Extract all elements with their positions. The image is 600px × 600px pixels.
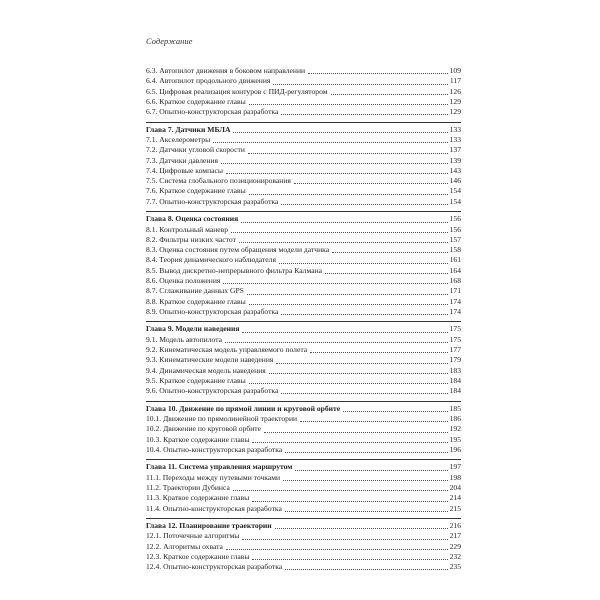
- chapter-divider: [146, 321, 461, 322]
- toc-entry-title: 6.7. Опытно-конструкторская разработка: [146, 107, 279, 117]
- toc-page-number: 196: [449, 444, 461, 454]
- toc-page-number: 133: [449, 124, 461, 134]
- toc-chapter-entry[interactable]: [146, 214, 461, 224]
- toc-page-number: 171: [449, 286, 461, 296]
- toc-page-number: 168: [449, 276, 461, 286]
- chapter-divider: [146, 211, 461, 212]
- toc-entry-title: Глава 7. Датчики МБЛА: [146, 124, 231, 134]
- toc-section-entry[interactable]: [146, 504, 461, 514]
- toc-entry-title: 9.3. Кинематические модели наведения: [146, 355, 274, 365]
- toc-section-entry[interactable]: [146, 66, 461, 76]
- toc-entry-title: Глава 10. Движение по прямой линии и круговой орбите: [146, 403, 341, 413]
- toc-section-entry[interactable]: [146, 335, 461, 345]
- toc-section-entry[interactable]: [146, 97, 461, 107]
- toc-page-number: 185: [449, 403, 461, 413]
- dot-leader: [226, 548, 448, 550]
- toc-section-entry[interactable]: [146, 76, 461, 86]
- toc-section-entry[interactable]: [146, 107, 461, 117]
- toc-chapter-entry[interactable]: [146, 462, 461, 472]
- dot-leader: [285, 568, 447, 570]
- toc-page-number: 109: [449, 66, 461, 75]
- toc-section-entry[interactable]: [146, 435, 461, 445]
- toc-section-entry[interactable]: [146, 235, 461, 245]
- toc-entry-title: 7.4. Цифровые компасы: [146, 165, 223, 175]
- toc-section-entry[interactable]: [146, 255, 461, 265]
- toc-page-number: 126: [449, 86, 461, 96]
- toc-page-number: 232: [449, 551, 461, 561]
- toc-entry-title: 9.1. Модель автопилота: [146, 334, 222, 344]
- toc-page-number: 195: [449, 434, 461, 444]
- toc-entry-title: Глава 12. Планирование траектории: [146, 521, 272, 530]
- toc-section-entry[interactable]: [146, 355, 461, 365]
- toc-page-number: 143: [449, 165, 461, 175]
- toc-section-entry[interactable]: [146, 531, 461, 541]
- toc-entry-title: 7.5. Система глобального позиционирования: [146, 176, 291, 186]
- toc-section-entry[interactable]: [146, 225, 461, 235]
- dot-leader: [249, 382, 448, 384]
- toc-section-entry[interactable]: [146, 366, 461, 376]
- toc-section-entry[interactable]: [146, 552, 461, 562]
- toc-page-number: 154: [449, 186, 461, 196]
- toc-entry-title: 9.6. Опытно-конструкторская разработка: [146, 386, 279, 396]
- toc-page-number: 204: [449, 482, 461, 492]
- toc-page-number: 235: [449, 562, 461, 572]
- dot-leader: [308, 72, 448, 74]
- toc-entry-title: 10.3. Краткое содержание главы: [146, 434, 250, 444]
- toc-page-number: 183: [449, 365, 461, 375]
- toc-entry-title: 8.6. Оценка положения: [146, 276, 221, 286]
- dot-leader: [242, 538, 447, 540]
- toc-chapter-entry[interactable]: [146, 404, 461, 414]
- dot-leader: [281, 313, 447, 315]
- toc-page-number: 174: [449, 296, 461, 306]
- toc-section-entry[interactable]: [146, 176, 461, 186]
- toc-group: [146, 462, 461, 513]
- chapter-divider: [146, 518, 461, 519]
- toc-page-number: 137: [449, 145, 461, 155]
- toc-chapter-entry[interactable]: [146, 324, 461, 334]
- dot-leader: [226, 172, 448, 174]
- toc-section-entry[interactable]: [146, 166, 461, 176]
- toc-section-entry[interactable]: [146, 493, 461, 503]
- toc-section-entry[interactable]: [146, 307, 461, 317]
- dot-leader: [283, 479, 447, 481]
- toc-page-number: 177: [449, 344, 461, 354]
- toc-entry-title: 9.5. Краткое содержание главы: [146, 375, 246, 385]
- toc-section-entry[interactable]: [146, 145, 461, 155]
- toc-entry-title: 7.6. Краткое содержание главы: [146, 186, 246, 196]
- dot-leader: [281, 392, 447, 394]
- toc-entry-title: 12.4. Опытно-конструкторская разработка: [146, 562, 283, 572]
- toc-chapter-entry[interactable]: [146, 521, 461, 531]
- toc-page-number: 129: [449, 96, 461, 106]
- toc-page-number: 161: [449, 255, 461, 265]
- toc-page-number: 158: [449, 245, 461, 255]
- dot-leader: [248, 152, 448, 154]
- chapter-divider: [146, 401, 461, 402]
- running-head: Содержание: [146, 36, 193, 46]
- dot-leader: [249, 103, 448, 105]
- toc-entry-title: 6.3. Автопилот движения в боковом направлении: [146, 66, 306, 75]
- dot-leader: [285, 510, 448, 512]
- toc-page-number: 117: [449, 76, 461, 86]
- dot-leader: [279, 262, 448, 264]
- toc-page-number: 214: [449, 493, 461, 503]
- dot-leader: [241, 221, 447, 223]
- dot-leader: [294, 182, 448, 184]
- toc-entry-title: 12.2. Алгоритмы охвата: [146, 541, 223, 551]
- toc-section-entry[interactable]: [146, 424, 461, 434]
- toc-page-number: 146: [449, 176, 461, 186]
- dot-leader: [223, 282, 447, 284]
- dot-leader: [331, 93, 448, 95]
- toc-page-number: 179: [449, 355, 461, 365]
- toc-group: [146, 66, 461, 117]
- toc-section-entry[interactable]: [146, 87, 461, 97]
- toc-entry-title: 8.1. Контрольный маневр: [146, 224, 229, 234]
- toc-page-number: 186: [449, 413, 461, 423]
- dot-leader: [252, 441, 447, 443]
- toc-entry-title: 9.4. Динамическая модель наведения: [146, 365, 266, 375]
- toc-page-number: 216: [449, 521, 461, 530]
- toc-page-number: 164: [449, 265, 461, 275]
- dot-leader: [252, 500, 447, 502]
- dot-leader: [275, 527, 448, 529]
- toc-section-entry[interactable]: [146, 473, 461, 483]
- toc-section-entry[interactable]: [146, 245, 461, 255]
- toc-section-entry[interactable]: [146, 386, 461, 396]
- toc-entry-title: 7.7. Опытно-конструкторская разработка: [146, 196, 279, 206]
- toc-page-number: 129: [449, 107, 461, 117]
- toc-page-number: 184: [449, 386, 461, 396]
- toc-chapter-entry[interactable]: [146, 125, 461, 135]
- toc-section-entry[interactable]: [146, 286, 461, 296]
- toc-entry-title: 7.2. Датчики угловой скорости: [146, 145, 245, 155]
- toc-section-entry[interactable]: [146, 266, 461, 276]
- toc-group: [146, 125, 461, 207]
- toc-group: [146, 404, 461, 455]
- toc-page-number: 198: [449, 472, 461, 482]
- toc-page-number: 156: [449, 224, 461, 234]
- toc-entry-title: 6.6. Краткое содержание главы: [146, 96, 246, 106]
- toc-section-entry[interactable]: [146, 297, 461, 307]
- toc-entry-title: 10.2. Движение по круговой орбите: [146, 424, 261, 434]
- toc-entry-title: Глава 11. Система управления маршрутом: [146, 462, 293, 472]
- toc-page-number: 154: [449, 196, 461, 206]
- dot-leader: [231, 231, 448, 233]
- dot-leader: [242, 331, 447, 333]
- toc-entry-title: 9.2. Кинематическая модель управляемого полета: [146, 344, 308, 354]
- toc-entry-title: 11.4. Опытно-конструкторская разработка: [146, 503, 282, 513]
- toc-group: [146, 214, 461, 317]
- dot-leader: [300, 420, 448, 422]
- toc-entry-title: 12.1. Поточечные алгоритмы: [146, 531, 240, 541]
- dot-leader: [249, 193, 448, 195]
- toc-entry-title: 7.1. Акселерометры: [146, 134, 211, 144]
- toc-entry-title: 8.7. Сглаживание данных GPS: [146, 286, 244, 296]
- toc-group: [146, 324, 461, 396]
- toc-entry-title: 8.8. Краткое содержание главы: [146, 296, 246, 306]
- dot-leader: [221, 162, 448, 164]
- toc-section-entry[interactable]: [146, 135, 461, 145]
- toc-section-entry[interactable]: [146, 345, 461, 355]
- toc-section-entry[interactable]: [146, 156, 461, 166]
- dot-leader: [252, 558, 447, 560]
- toc-section-entry[interactable]: [146, 562, 461, 572]
- chapter-divider: [146, 122, 461, 123]
- toc-entry-title: 8.2. Фильтры низких частот: [146, 234, 236, 244]
- toc-entry-title: 8.5. Вывод дискретно-непрерывного фильтра Калмана: [146, 265, 322, 275]
- dot-leader: [269, 372, 448, 374]
- toc-entry-title: 12.3. Краткое содержание главы: [146, 551, 250, 561]
- dot-leader: [264, 431, 448, 433]
- toc-page-number: 175: [449, 334, 461, 344]
- toc-entry-title: 11.3. Краткое содержание главы: [146, 493, 250, 503]
- dot-leader: [295, 469, 447, 471]
- toc-page-number: 157: [449, 234, 461, 244]
- toc-page-number: 197: [449, 462, 461, 472]
- toc-page-number: 215: [449, 503, 461, 513]
- toc-page-number: 184: [449, 375, 461, 385]
- toc-section-entry[interactable]: [146, 445, 461, 455]
- toc-entry-title: 8.4. Теория динамического наблюдателя: [146, 255, 276, 265]
- dot-leader: [273, 83, 447, 85]
- dot-leader: [276, 362, 447, 364]
- toc-entry-title: 6.5. Цифровая реализация контуров с ПИД-регулятором: [146, 86, 328, 96]
- toc-page-number: 156: [449, 214, 461, 224]
- table-of-contents: [146, 66, 461, 577]
- toc-entry-title: 10.4. Опытно-конструкторская разработка: [146, 444, 283, 454]
- toc-section-entry[interactable]: [146, 186, 461, 196]
- toc-section-entry[interactable]: [146, 376, 461, 386]
- toc-page-number: 133: [449, 134, 461, 144]
- toc-entry-title: 8.9. Опытно-конструкторская разработка: [146, 306, 279, 316]
- dot-leader: [233, 131, 447, 133]
- dot-leader: [310, 351, 448, 353]
- dot-leader: [281, 113, 447, 115]
- dot-leader: [343, 410, 447, 412]
- toc-page-number: 174: [449, 306, 461, 316]
- dot-leader: [281, 203, 447, 205]
- toc-entry-title: Глава 8. Оценка состояния: [146, 214, 239, 224]
- toc-page-number: 139: [449, 155, 461, 165]
- toc-section-entry[interactable]: [146, 542, 461, 552]
- toc-entry-title: Глава 9. Модели наведения: [146, 324, 240, 334]
- dot-leader: [239, 241, 448, 243]
- toc-group: [146, 521, 461, 572]
- toc-section-entry[interactable]: [146, 414, 461, 424]
- toc-entry-title: 8.3. Оценка состояния путем обращения модели датчика: [146, 245, 330, 255]
- toc-entry-title: 10.1. Движение по прямолинейной траектории: [146, 413, 298, 423]
- toc-section-entry[interactable]: [146, 197, 461, 207]
- dot-leader: [247, 293, 448, 295]
- toc-entry-title: 11.2. Траектории Дубинса: [146, 482, 230, 492]
- toc-entry-title: 11.1. Переходы между путевыми точками: [146, 472, 281, 482]
- dot-leader: [285, 451, 447, 453]
- toc-entry-title: 6.4. Автопилот продольного движения: [146, 76, 271, 86]
- toc-section-entry[interactable]: [146, 276, 461, 286]
- toc-entry-title: 7.3. Датчики давления: [146, 155, 218, 165]
- chapter-divider: [146, 459, 461, 460]
- dot-leader: [325, 272, 448, 274]
- toc-page-number: 217: [449, 531, 461, 541]
- toc-section-entry[interactable]: [146, 483, 461, 493]
- dot-leader: [225, 341, 448, 343]
- dot-leader: [332, 251, 448, 253]
- toc-page-number: 192: [449, 424, 461, 434]
- dot-leader: [233, 489, 448, 491]
- toc-page-number: 175: [449, 324, 461, 334]
- toc-page-number: 229: [449, 541, 461, 551]
- dot-leader: [249, 303, 448, 305]
- dot-leader: [213, 141, 447, 143]
